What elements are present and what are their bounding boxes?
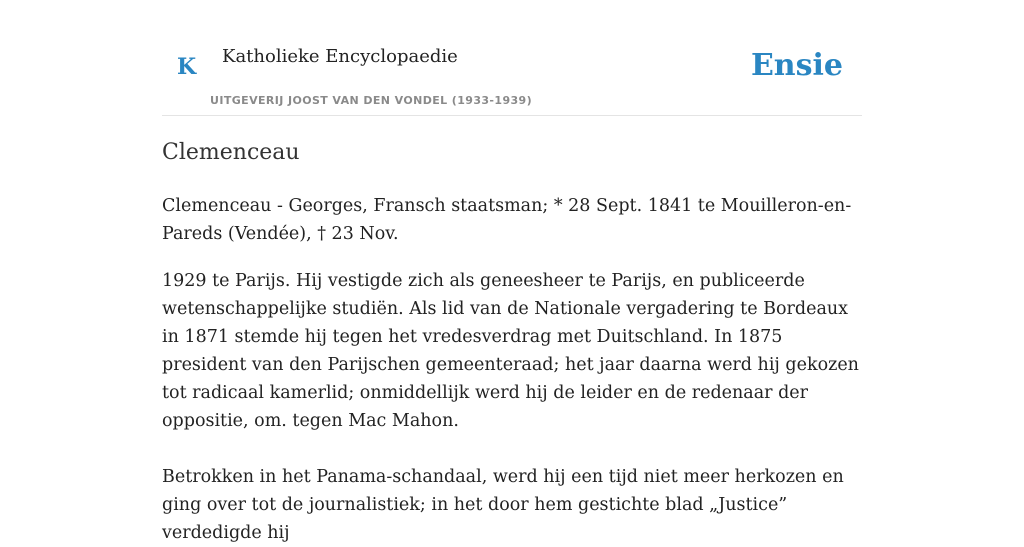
ensie-logo-link[interactable]: Ensie (750, 48, 843, 83)
header (162, 0, 862, 116)
article-title: Clemenceau (162, 140, 300, 165)
page (162, 0, 862, 543)
publisher-label: UITGEVERIJ JOOST VAN DEN VONDEL (1933-1939) (210, 94, 533, 107)
source-logo[interactable]: K (177, 54, 197, 80)
article-paragraph: Betrokken in het Panama-schandaal, werd hij een tijd niet meer herkozen en ging over tot de journalistiek; in het door hem gestichte blad „Justice” verdedigde hij (162, 467, 844, 543)
source-title-link[interactable]: Katholieke Encyclopaedie (222, 46, 458, 67)
article-paragraph: Clemenceau - Georges, Fransch staatsman; * 28 Sept. 1841 te Mouilleron-en-Pareds (Vendée), † 23 Nov. (162, 196, 852, 244)
article-paragraph: 1929 te Parijs. Hij vestigde zich als geneesheer te Parijs, en publiceerde wetenschappelijke studiën. Als lid van de Nationale vergadering te Bordeaux in 1871 stemde hij tegen het vredesverdrag met Duitschland. In 1875 president van den Parijschen gemeenteraad; het jaar daarna werd hij gekozen tot radicaal kamerlid; onmiddellijk werd hij de leider en de redenaar der oppositie, om. tegen Mac Mahon. (162, 271, 859, 431)
article-body (162, 192, 862, 547)
